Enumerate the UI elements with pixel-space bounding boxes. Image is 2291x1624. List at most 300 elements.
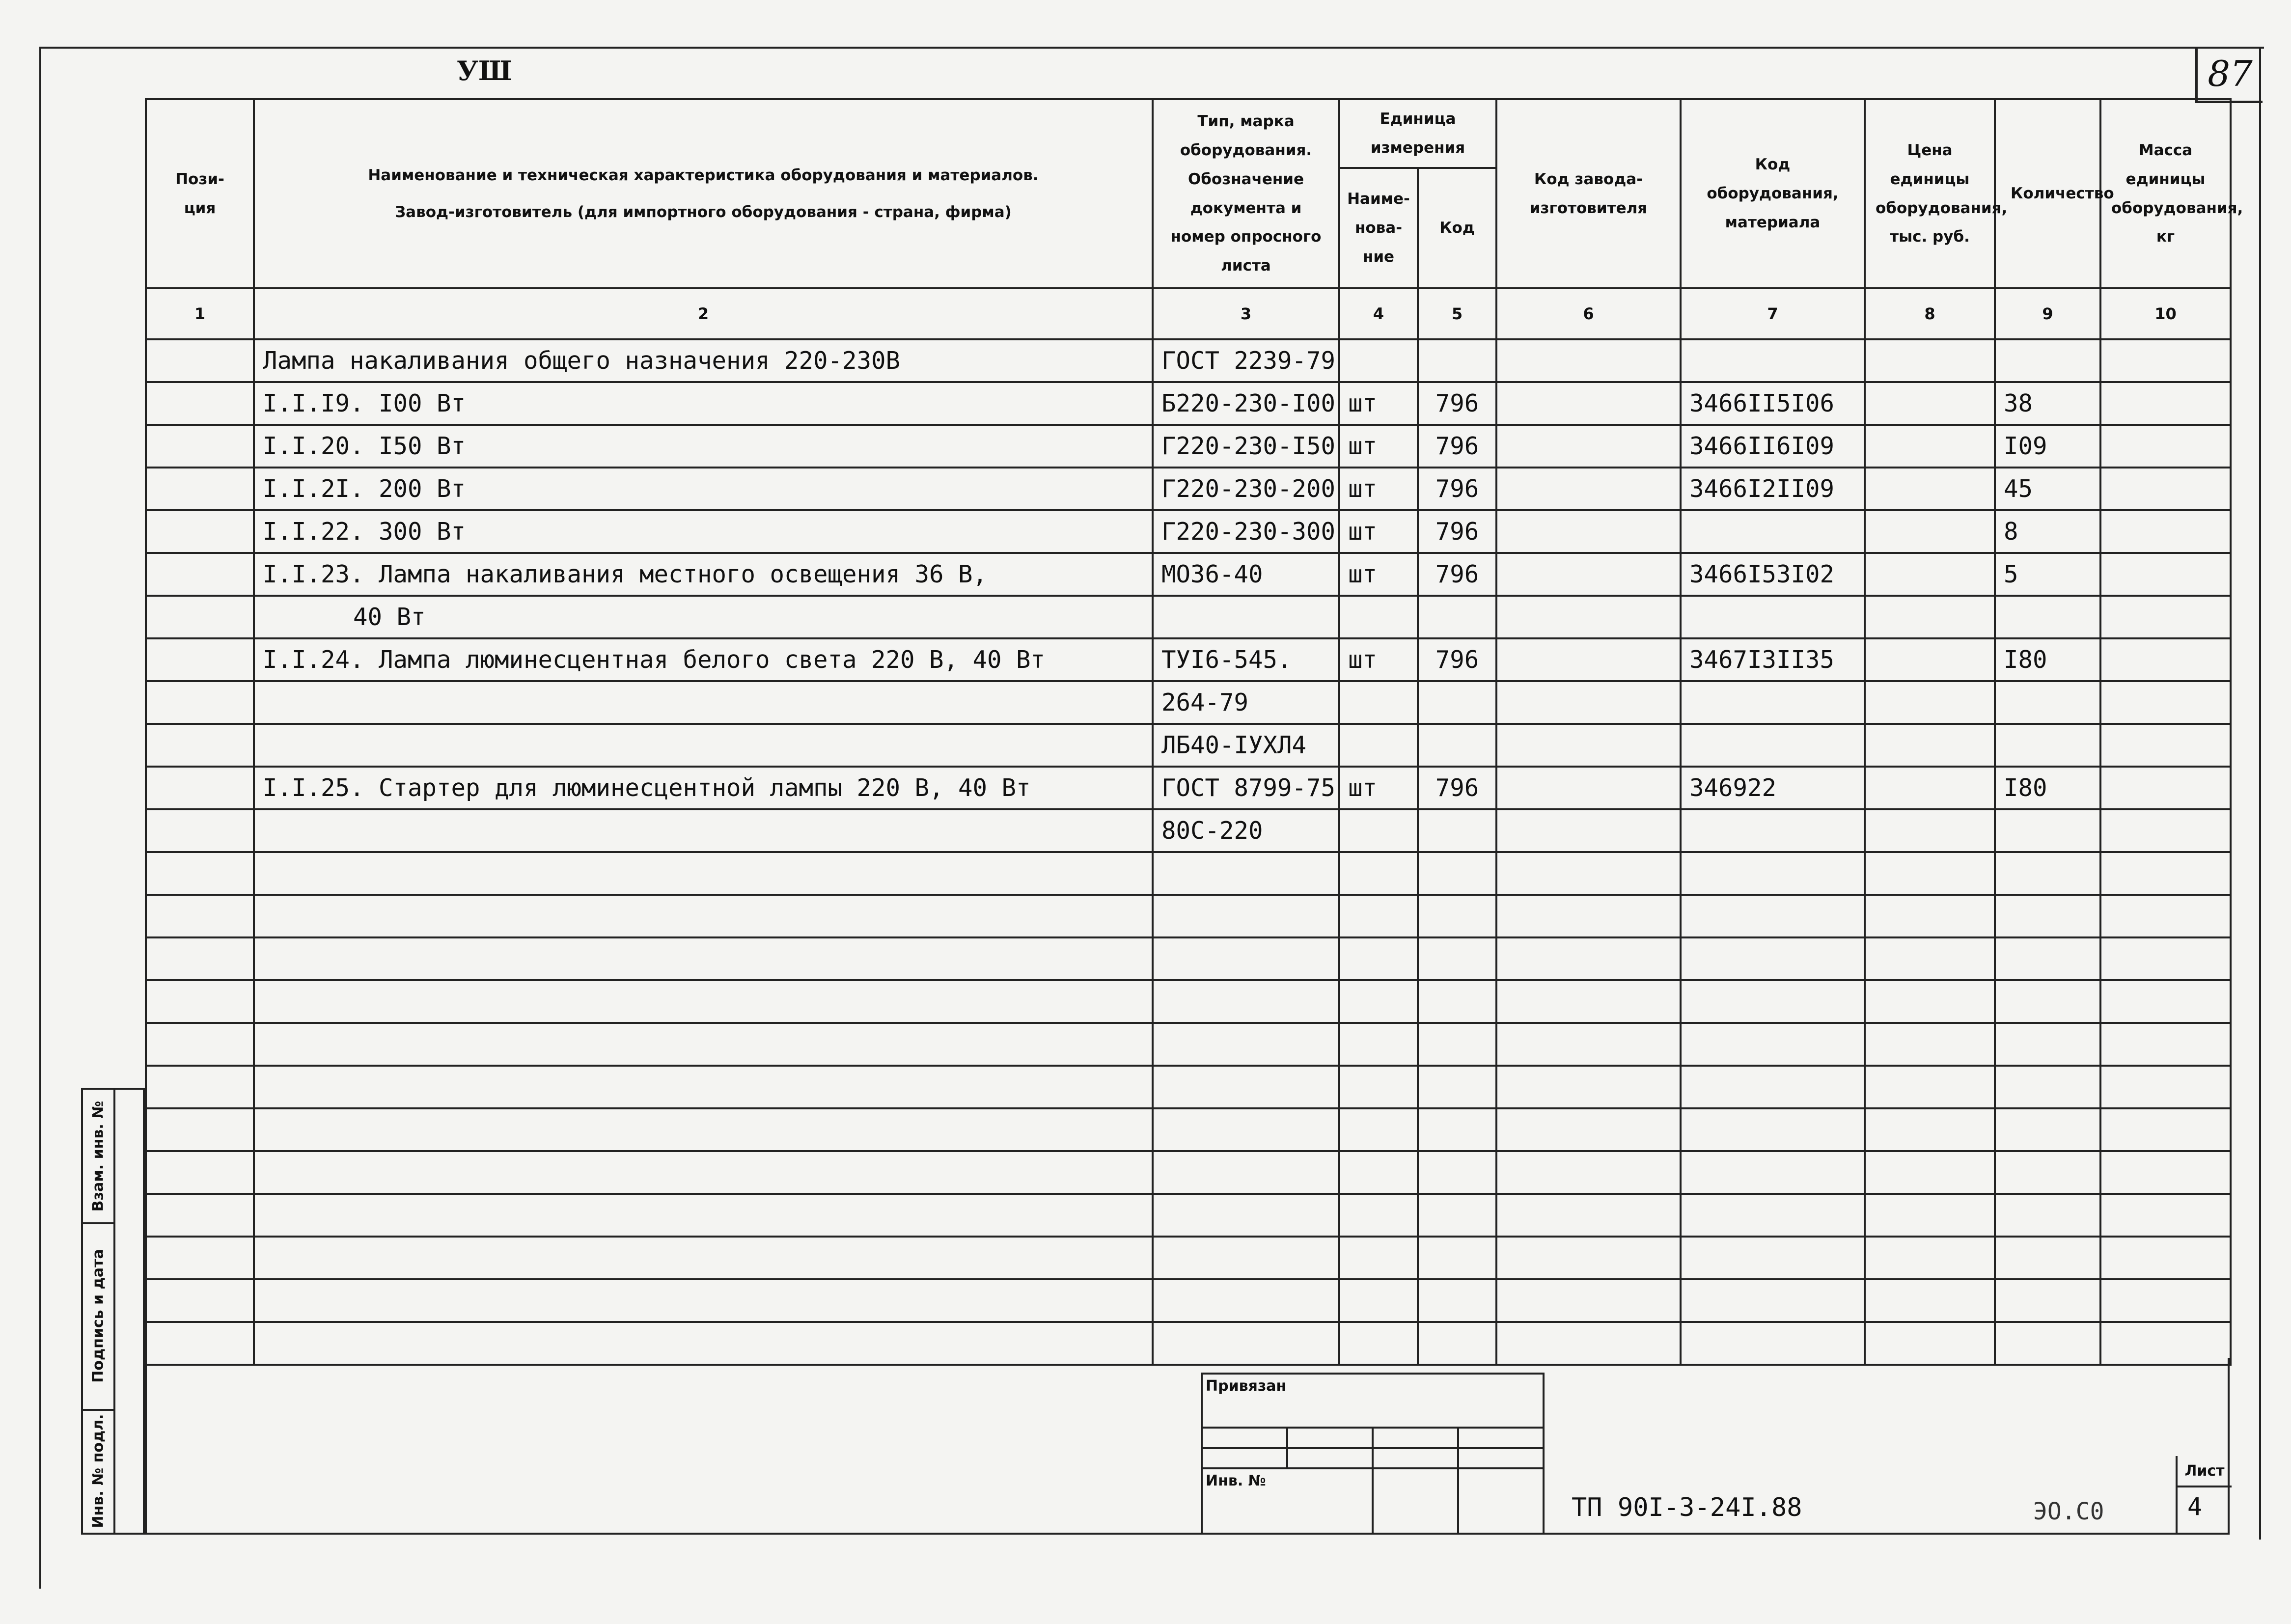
unit-cell	[1339, 1023, 1418, 1066]
title-block	[145, 1358, 2230, 1535]
equipment-code-cell	[1681, 681, 1865, 724]
name-cell	[254, 937, 1153, 980]
table-row-empty	[146, 852, 2231, 895]
table-row	[146, 681, 2231, 724]
mass-cell	[2100, 1108, 2231, 1151]
stamp-cell	[1202, 1448, 1287, 1469]
name-cell	[254, 809, 1153, 852]
mass-cell	[2100, 1151, 2231, 1194]
price-cell	[1865, 425, 1995, 468]
unit-code-cell	[1418, 895, 1496, 937]
type-cell	[1153, 1108, 1339, 1151]
equipment-code-cell	[1681, 339, 1865, 382]
price-cell	[1865, 681, 1995, 724]
type-cell	[1153, 1237, 1339, 1279]
position-cell	[146, 596, 254, 638]
column-number: 8	[1865, 288, 1995, 339]
plant-code-cell	[1496, 425, 1681, 468]
type-cell: Б220-230-I00	[1153, 382, 1339, 425]
stamp-cell	[1202, 1428, 1287, 1448]
plant-code-cell	[1496, 937, 1681, 980]
price-cell	[1865, 1151, 1995, 1194]
mass-cell	[2100, 809, 2231, 852]
name-cell: 40 Вт	[254, 596, 1153, 638]
price-cell	[1865, 937, 1995, 980]
type-cell	[1153, 852, 1339, 895]
unit-cell	[1339, 681, 1418, 724]
quantity-cell	[1995, 852, 2100, 895]
table-row-empty	[146, 895, 2231, 937]
column-number: 2	[254, 288, 1153, 339]
equipment-code-cell: 3467I3II35	[1681, 638, 1865, 681]
header-equipment-code: Код оборудования, материала	[1681, 99, 1865, 288]
unit-code-cell	[1418, 1279, 1496, 1322]
column-number: 9	[1995, 288, 2100, 339]
type-cell: 80С-220	[1153, 809, 1339, 852]
header-name-line2: Завод-изготовитель (для импортного оборудования - страна, фирма)	[395, 203, 1012, 221]
header-quantity: Количество	[1995, 99, 2100, 288]
table-row	[146, 553, 2231, 596]
side-cell-inv	[83, 1409, 113, 1533]
equipment-code-cell	[1681, 1066, 1865, 1108]
unit-cell	[1339, 1237, 1418, 1279]
unit-cell	[1339, 980, 1418, 1023]
plant-code-cell	[1496, 681, 1681, 724]
price-cell	[1865, 1023, 1995, 1066]
mass-cell	[2100, 553, 2231, 596]
equipment-code-cell	[1681, 1023, 1865, 1066]
mass-cell	[2100, 468, 2231, 510]
plant-code-cell	[1496, 895, 1681, 937]
mass-cell	[2100, 724, 2231, 767]
type-cell: Г220-230-300	[1153, 510, 1339, 553]
unit-cell	[1339, 724, 1418, 767]
name-cell: I.I.2I. 200 Вт	[254, 468, 1153, 510]
attached-stamp	[1201, 1373, 1545, 1535]
position-cell	[146, 852, 254, 895]
price-cell	[1865, 1066, 1995, 1108]
quantity-cell: 38	[1995, 382, 2100, 425]
type-cell	[1153, 980, 1339, 1023]
frame-top	[39, 47, 2264, 49]
name-cell	[254, 681, 1153, 724]
header-type: Тип, марка оборудования. Обозначение документа и номер опросного листа	[1153, 99, 1339, 288]
type-cell	[1153, 937, 1339, 980]
plant-code-cell	[1496, 1066, 1681, 1108]
quantity-cell	[1995, 724, 2100, 767]
column-number: 3	[1153, 288, 1339, 339]
plant-code-cell	[1496, 724, 1681, 767]
column-number: 4	[1339, 288, 1418, 339]
table-row-empty	[146, 1237, 2231, 1279]
unit-code-cell	[1418, 937, 1496, 980]
mass-cell	[2100, 1237, 2231, 1279]
price-cell	[1865, 596, 1995, 638]
mass-cell	[2100, 425, 2231, 468]
unit-cell	[1339, 937, 1418, 980]
mass-cell	[2100, 1023, 2231, 1066]
unit-cell	[1339, 895, 1418, 937]
position-cell	[146, 1023, 254, 1066]
position-cell	[146, 638, 254, 681]
unit-code-cell: 796	[1418, 767, 1496, 809]
unit-code-cell	[1418, 1237, 1496, 1279]
quantity-cell: 45	[1995, 468, 2100, 510]
mass-cell	[2100, 1066, 2231, 1108]
sheet-box	[2176, 1456, 2232, 1535]
mass-cell	[2100, 852, 2231, 895]
name-cell	[254, 1194, 1153, 1237]
mass-cell	[2100, 1194, 2231, 1237]
stamp-cell	[1373, 1448, 1458, 1469]
plant-code-cell	[1496, 468, 1681, 510]
quantity-cell	[1995, 681, 2100, 724]
equipment-code-cell	[1681, 596, 1865, 638]
position-cell	[146, 1151, 254, 1194]
table-row	[146, 510, 2231, 553]
unit-code-cell	[1418, 339, 1496, 382]
table-row-empty	[146, 1279, 2231, 1322]
plant-code-cell	[1496, 553, 1681, 596]
mass-cell	[2100, 895, 2231, 937]
frame-left	[39, 47, 41, 1589]
table-row	[146, 468, 2231, 510]
side-label-inv-podl: Инв. № подл.	[89, 1413, 107, 1528]
equipment-code-cell	[1681, 809, 1865, 852]
stamp-cell	[1373, 1468, 1458, 1534]
table-row	[146, 767, 2231, 809]
plant-code-cell	[1496, 809, 1681, 852]
price-cell	[1865, 1194, 1995, 1237]
mass-cell	[2100, 1279, 2231, 1322]
mass-cell	[2100, 980, 2231, 1023]
unit-code-cell	[1418, 1108, 1496, 1151]
quantity-cell	[1995, 1194, 2100, 1237]
price-cell	[1865, 382, 1995, 425]
unit-cell: шт	[1339, 468, 1418, 510]
position-cell	[146, 382, 254, 425]
table-row-empty	[146, 1023, 2231, 1066]
position-cell	[146, 724, 254, 767]
type-cell	[1153, 895, 1339, 937]
mass-cell	[2100, 339, 2231, 382]
unit-code-cell	[1418, 1194, 1496, 1237]
unit-code-cell: 796	[1418, 638, 1496, 681]
type-cell	[1153, 1151, 1339, 1194]
table-row	[146, 809, 2231, 852]
side-cell-vzam	[83, 1090, 113, 1224]
position-cell	[146, 339, 254, 382]
price-cell	[1865, 1237, 1995, 1279]
quantity-cell	[1995, 339, 2100, 382]
unit-code-cell	[1418, 724, 1496, 767]
unit-code-cell: 796	[1418, 553, 1496, 596]
quantity-cell: 8	[1995, 510, 2100, 553]
mass-cell	[2100, 510, 2231, 553]
plant-code-cell	[1496, 382, 1681, 425]
equipment-code-cell	[1681, 1151, 1865, 1194]
mass-cell	[2100, 767, 2231, 809]
equipment-code-cell: 3466I2II09	[1681, 468, 1865, 510]
header-price: Цена единицы оборудования, тыс. руб.	[1865, 99, 1995, 288]
price-cell	[1865, 339, 1995, 382]
side-cell-sign	[83, 1222, 113, 1411]
table-row	[146, 596, 2231, 638]
equipment-code-cell	[1681, 1279, 1865, 1322]
side-strip	[81, 1088, 145, 1535]
quantity-cell	[1995, 1237, 2100, 1279]
unit-code-cell	[1418, 596, 1496, 638]
stamp-cell	[1458, 1448, 1544, 1469]
table-row-empty	[146, 1066, 2231, 1108]
plant-code-cell	[1496, 1194, 1681, 1237]
unit-code-cell	[1418, 1151, 1496, 1194]
price-cell	[1865, 468, 1995, 510]
quantity-cell	[1995, 895, 2100, 937]
quantity-cell	[1995, 809, 2100, 852]
position-cell	[146, 767, 254, 809]
table-row	[146, 724, 2231, 767]
quantity-cell	[1995, 1066, 2100, 1108]
equipment-code-cell	[1681, 1237, 1865, 1279]
equipment-code-cell	[1681, 724, 1865, 767]
side-label-sign-date: Подпись и дата	[89, 1248, 107, 1383]
position-cell	[146, 425, 254, 468]
header-plant-code: Код завода-изготовителя	[1496, 99, 1681, 288]
table-row-empty	[146, 1194, 2231, 1237]
price-cell	[1865, 767, 1995, 809]
unit-cell: шт	[1339, 638, 1418, 681]
name-cell	[254, 1023, 1153, 1066]
table-row-empty	[146, 1151, 2231, 1194]
header-mass: Масса единицы оборудования, кг	[2100, 99, 2231, 288]
column-number: 5	[1418, 288, 1496, 339]
stamp-attached-label: Привязан	[1202, 1374, 1544, 1428]
stamp-cell	[1458, 1428, 1544, 1448]
type-cell: ГОСТ 8799-75	[1153, 767, 1339, 809]
name-cell	[254, 895, 1153, 937]
name-cell: I.I.22. 300 Вт	[254, 510, 1153, 553]
plant-code-cell	[1496, 339, 1681, 382]
unit-code-cell: 796	[1418, 425, 1496, 468]
unit-cell	[1339, 809, 1418, 852]
position-cell	[146, 468, 254, 510]
sheet-value: 4	[2187, 1492, 2203, 1521]
name-cell	[254, 980, 1153, 1023]
name-cell	[254, 1237, 1153, 1279]
price-cell	[1865, 553, 1995, 596]
mass-cell	[2100, 638, 2231, 681]
unit-cell: шт	[1339, 767, 1418, 809]
position-cell	[146, 681, 254, 724]
header-position: Пози- ция	[146, 99, 254, 288]
name-cell: I.I.20. I50 Вт	[254, 425, 1153, 468]
side-divider	[113, 1090, 115, 1533]
price-cell	[1865, 510, 1995, 553]
unit-code-cell: 796	[1418, 468, 1496, 510]
sheet-number: 87	[2195, 47, 2263, 103]
equipment-code-cell: 3466II6I09	[1681, 425, 1865, 468]
specification-table	[145, 98, 2243, 1366]
position-cell	[146, 1237, 254, 1279]
plant-code-cell	[1496, 1151, 1681, 1194]
quantity-cell	[1995, 1108, 2100, 1151]
plant-code-cell	[1496, 638, 1681, 681]
column-number-row	[146, 288, 2231, 339]
position-cell	[146, 809, 254, 852]
quantity-cell	[1995, 980, 2100, 1023]
quantity-cell: I09	[1995, 425, 2100, 468]
section-mark: УШ	[457, 55, 512, 86]
quantity-cell	[1995, 1279, 2100, 1322]
plant-code-cell	[1496, 1237, 1681, 1279]
equipment-code-cell	[1681, 937, 1865, 980]
type-cell: ГОСТ 2239-79	[1153, 339, 1339, 382]
unit-cell: шт	[1339, 382, 1418, 425]
price-cell	[1865, 1108, 1995, 1151]
unit-cell	[1339, 1279, 1418, 1322]
column-number: 1	[146, 288, 254, 339]
unit-code-cell	[1418, 980, 1496, 1023]
quantity-cell	[1995, 596, 2100, 638]
mass-cell	[2100, 596, 2231, 638]
equipment-code-cell	[1681, 852, 1865, 895]
price-cell	[1865, 809, 1995, 852]
plant-code-cell	[1496, 1108, 1681, 1151]
equipment-code-cell: 3466II5I06	[1681, 382, 1865, 425]
unit-cell: шт	[1339, 553, 1418, 596]
quantity-cell	[1995, 1151, 2100, 1194]
price-cell	[1865, 1279, 1995, 1322]
unit-cell	[1339, 1194, 1418, 1237]
name-cell	[254, 1279, 1153, 1322]
type-cell	[1153, 1279, 1339, 1322]
position-cell	[146, 980, 254, 1023]
unit-cell	[1339, 339, 1418, 382]
equipment-code-cell	[1681, 1194, 1865, 1237]
price-cell	[1865, 638, 1995, 681]
type-cell	[1153, 1023, 1339, 1066]
price-cell	[1865, 980, 1995, 1023]
mass-cell	[2100, 382, 2231, 425]
type-cell: ТУI6-545.	[1153, 638, 1339, 681]
name-cell: I.I.I9. I00 Вт	[254, 382, 1153, 425]
unit-code-cell	[1418, 809, 1496, 852]
plant-code-cell	[1496, 852, 1681, 895]
document-code: ТП 90I-3-24I.88	[1572, 1493, 1802, 1522]
table-row-empty	[146, 1108, 2231, 1151]
unit-code-cell	[1418, 1066, 1496, 1108]
plant-code-cell	[1496, 596, 1681, 638]
price-cell	[1865, 724, 1995, 767]
name-cell	[254, 724, 1153, 767]
quantity-cell: 5	[1995, 553, 2100, 596]
stamp-cell	[1287, 1428, 1373, 1448]
column-number: 6	[1496, 288, 1681, 339]
unit-code-cell: 796	[1418, 382, 1496, 425]
type-cell	[1153, 596, 1339, 638]
type-cell	[1153, 1066, 1339, 1108]
price-cell	[1865, 895, 1995, 937]
type-cell: Г220-230-I50	[1153, 425, 1339, 468]
equipment-code-cell: 346922	[1681, 767, 1865, 809]
position-cell	[146, 510, 254, 553]
table-row	[146, 425, 2231, 468]
plant-code-cell	[1496, 1279, 1681, 1322]
unit-cell	[1339, 596, 1418, 638]
stamp-cell	[1287, 1448, 1373, 1469]
name-cell: I.I.25. Стартер для люминесцентной лампы 220 В, 40 Вт	[254, 767, 1153, 809]
type-cell: 264-79	[1153, 681, 1339, 724]
unit-cell	[1339, 1066, 1418, 1108]
unit-code-cell	[1418, 1023, 1496, 1066]
type-cell: МО36-40	[1153, 553, 1339, 596]
table-row	[146, 382, 2231, 425]
stamp-cell	[1373, 1428, 1458, 1448]
position-cell	[146, 895, 254, 937]
equipment-code-cell	[1681, 980, 1865, 1023]
table-row	[146, 339, 2231, 382]
type-cell: Г220-230-200	[1153, 468, 1339, 510]
header-name	[254, 99, 1153, 288]
unit-cell	[1339, 1108, 1418, 1151]
unit-cell	[1339, 852, 1418, 895]
mass-cell	[2100, 681, 2231, 724]
plant-code-cell	[1496, 767, 1681, 809]
price-cell	[1865, 852, 1995, 895]
header-unit-code: Код	[1418, 168, 1496, 288]
sheet-label: Лист	[2178, 1456, 2232, 1487]
type-cell: ЛБ40-IУХЛ4	[1153, 724, 1339, 767]
frame-right	[2259, 47, 2261, 1540]
plant-code-cell	[1496, 1023, 1681, 1066]
position-cell	[146, 937, 254, 980]
type-cell	[1153, 1194, 1339, 1237]
quantity-cell: I80	[1995, 767, 2100, 809]
equipment-code-cell	[1681, 1108, 1865, 1151]
side-label-vzam-inv: Взам. инв. №	[89, 1101, 107, 1211]
name-cell: Лампа накаливания общего назначения 220-230В	[254, 339, 1153, 382]
unit-cell: шт	[1339, 510, 1418, 553]
column-number: 10	[2100, 288, 2231, 339]
unit-code-cell	[1418, 852, 1496, 895]
plant-code-cell	[1496, 510, 1681, 553]
equipment-code-cell: 3466I53I02	[1681, 553, 1865, 596]
stamp-cell	[1458, 1468, 1544, 1534]
header-unit-group: Единица измерения	[1339, 99, 1496, 168]
table-row	[146, 638, 2231, 681]
name-cell: I.I.23. Лампа накаливания местного освещения 36 В,	[254, 553, 1153, 596]
name-cell	[254, 1151, 1153, 1194]
name-cell	[254, 1066, 1153, 1108]
plant-code-cell	[1496, 980, 1681, 1023]
equipment-code-cell	[1681, 895, 1865, 937]
table-row-empty	[146, 980, 2231, 1023]
mass-cell	[2100, 937, 2231, 980]
position-cell	[146, 1108, 254, 1151]
position-cell	[146, 1194, 254, 1237]
table-row-empty	[146, 937, 2231, 980]
unit-code-cell	[1418, 681, 1496, 724]
unit-cell: шт	[1339, 425, 1418, 468]
document-suffix: ЭО.С0	[2033, 1498, 2104, 1525]
quantity-cell	[1995, 937, 2100, 980]
name-cell	[254, 1108, 1153, 1151]
equipment-code-cell	[1681, 510, 1865, 553]
stamp-inv-label: Инв. №	[1202, 1468, 1373, 1534]
quantity-cell: I80	[1995, 638, 2100, 681]
unit-code-cell: 796	[1418, 510, 1496, 553]
